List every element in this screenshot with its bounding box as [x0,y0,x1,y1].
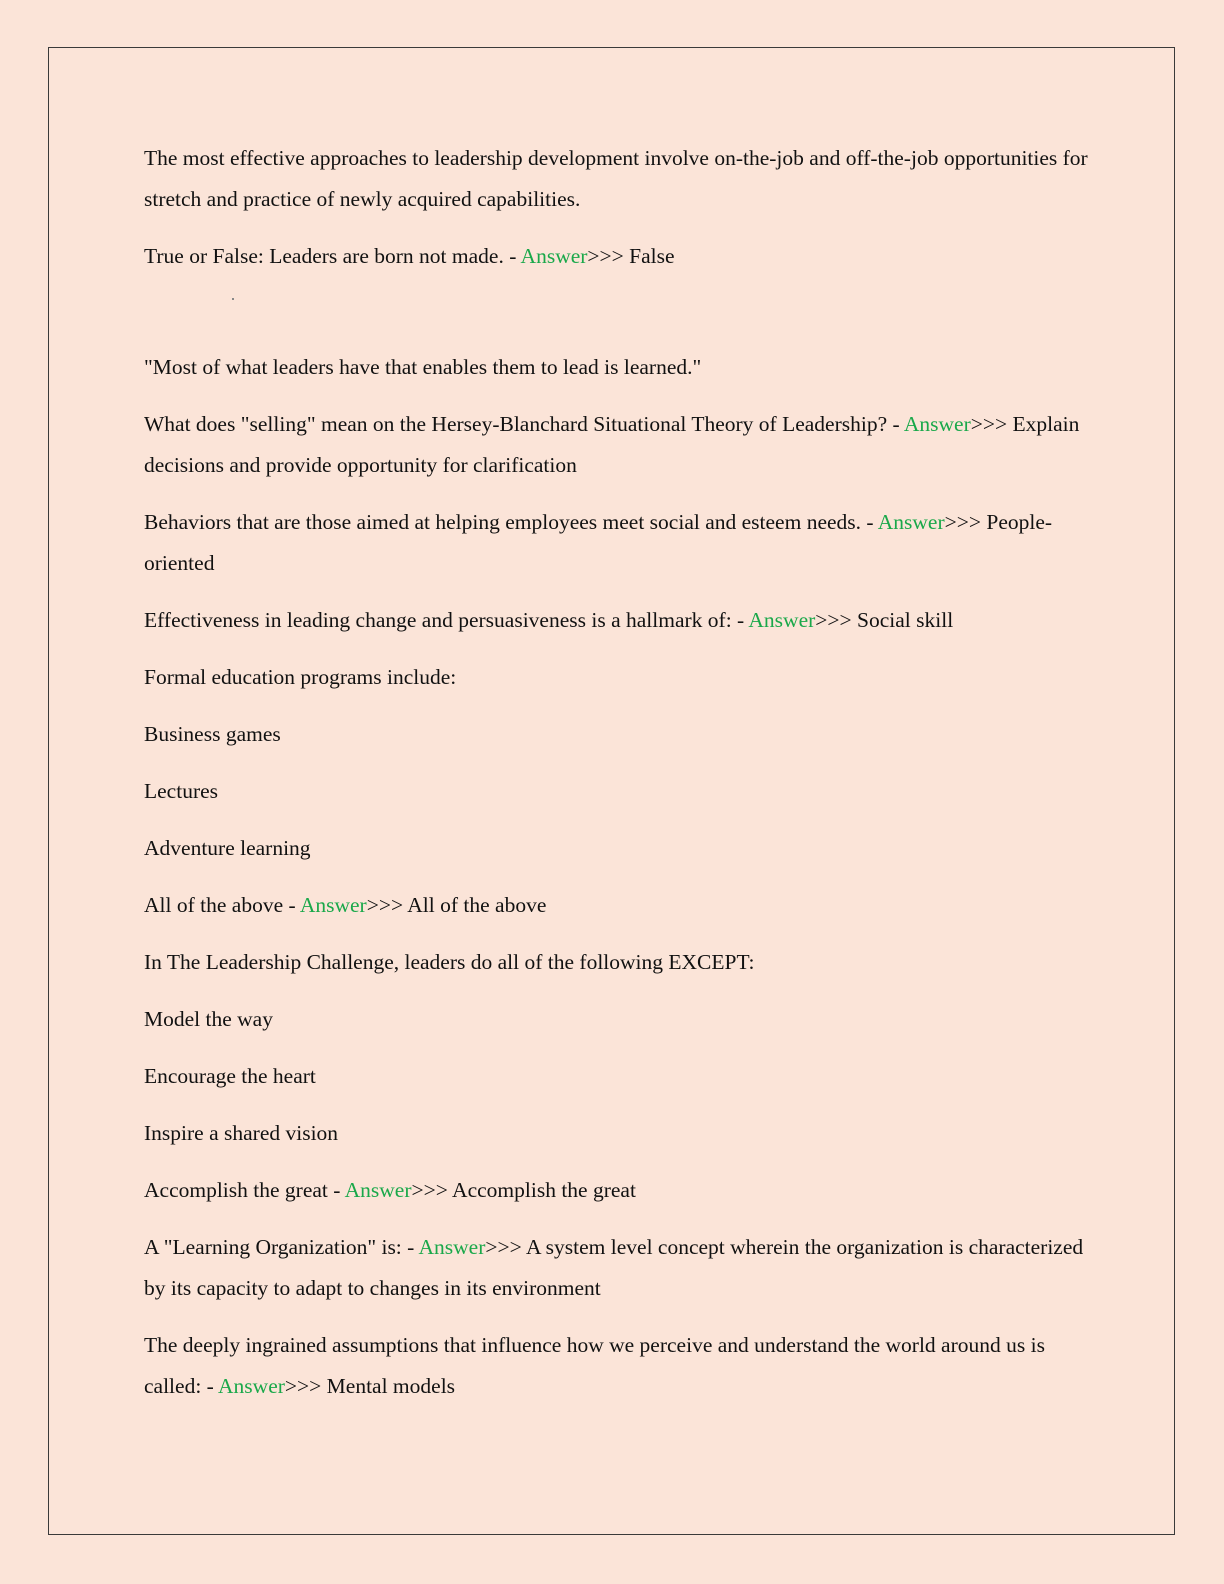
option-item [144,1056,1104,1097]
option-item [144,999,1104,1040]
qa-item [144,1325,1104,1407]
paragraph-text: The most effective approaches to leadership development involve on-the-job and off-the-job opportunities for stretch and practice of newly acquired capabilities. [144,146,1088,211]
blank-gap [144,293,1104,347]
answer-text: >>> False [587,244,675,268]
qa-item [144,404,1104,486]
answer-text: >>> A system level concept wherein the organization is characterized by its capacity to adapt to changes in its environment [144,1235,1084,1300]
qa-item [144,502,1104,584]
option-item [144,771,1104,812]
question-text: Behaviors that are those aimed at helping employees meet social and esteem needs. - [144,510,878,534]
answer-label: Answer [299,893,367,917]
option-text: Model the way [144,1007,273,1031]
question-text: True or False: Leaders are born not made. - [144,244,521,268]
paragraph [144,347,1104,388]
option-text: Adventure learning [144,836,311,860]
answer-label: Answer [418,1235,486,1259]
answer-label: Answer [903,412,971,436]
answer-text: >>> Mental models [284,1374,456,1398]
answer-text: >>> Explain decisions and provide opportunity for clarification [144,412,1080,477]
paragraph-text: Formal education programs include: [144,665,457,689]
option-item [144,828,1104,869]
document-body [144,138,1104,1423]
option-text: Inspire a shared vision [144,1121,339,1145]
qa-item [144,600,1104,641]
option-text: Lectures [144,779,219,803]
paragraph-text: In The Leadership Challenge, leaders do all of the following EXCEPT: [144,950,755,974]
answer-label: Answer [748,608,816,632]
question-text: A "Learning Organization" is: - [144,1235,419,1259]
qa-item [144,1227,1104,1309]
question-text: What does "selling" mean on the Hersey-Blanchard Situational Theory of Leadership? - [144,412,904,436]
qa-item [144,885,1104,926]
question-text: The deeply ingrained assumptions that influence how we perceive and understand the world around us is called: - [144,1333,1045,1398]
answer-label: Answer [877,510,945,534]
stray-dot [232,298,234,300]
answer-text: >>> Social skill [815,608,954,632]
answer-text: >>> Accomplish the great [411,1178,636,1202]
answer-text: >>> All of the above [366,893,547,917]
answer-label: Answer [344,1178,412,1202]
paragraph [144,942,1104,983]
question-text: Effectiveness in leading change and persuasiveness is a hallmark of: - [144,608,749,632]
answer-text: >>> People-oriented [144,510,1053,575]
qa-item [144,236,1104,277]
paragraph [144,657,1104,698]
option-text: Encourage the heart [144,1064,316,1088]
answer-label: Answer [520,244,588,268]
qa-item [144,1170,1104,1211]
option-item [144,1113,1104,1154]
answer-label: Answer [218,1374,285,1398]
question-text: All of the above - [144,893,300,917]
paragraph-text: "Most of what leaders have that enables them to lead is learned." [144,355,702,379]
paragraph [144,138,1104,220]
option-item [144,714,1104,755]
question-text: Accomplish the great - [144,1178,345,1202]
option-text: Business games [144,722,281,746]
